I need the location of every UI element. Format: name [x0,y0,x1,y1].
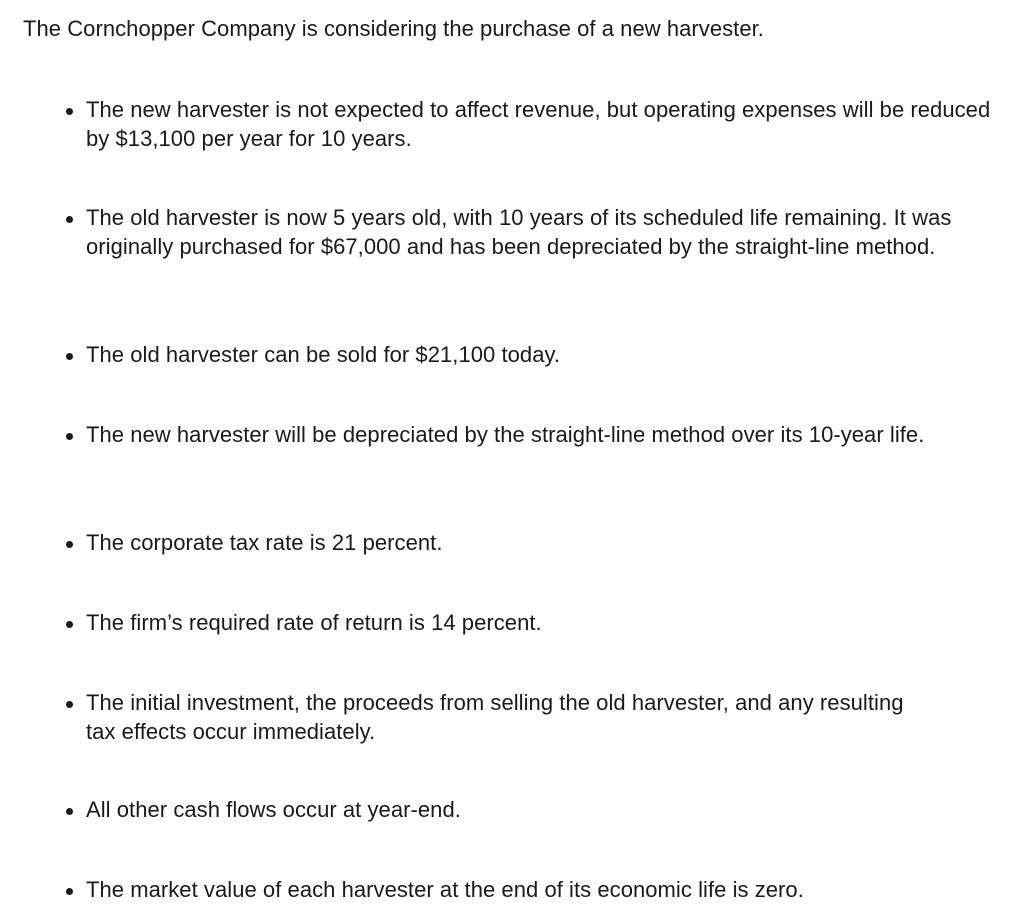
bullet-text: The corporate tax rate is 21 percent. [86,530,443,555]
bullet-text: All other cash flows occur at year-end. [86,797,461,822]
bullet-dot-icon [66,701,73,708]
bullet-dot-icon [66,621,73,628]
bullet-dot-icon [66,888,73,895]
bullet-text: The firm’s required rate of return is 14 percent. [86,610,542,635]
bullet-text: The new harvester is not expected to affect revenue, but operating expenses will be reduced by $13,100 per year for 10 years. [86,97,991,151]
bullet-text: The old harvester is now 5 years old, with 10 years of its scheduled life remaining. It was originally purchased for $67,000 and has been depreciated by the straight-line method. [86,205,952,259]
bullet-dot-icon [66,808,73,815]
bullet-dot-icon [66,353,73,360]
bullet-dot-icon [66,541,73,548]
bullet-text: The market value of each harvester at the end of its economic life is zero. [86,877,804,902]
bullet-dot-icon [66,216,73,223]
bullet-text: The old harvester can be sold for $21,100 today. [86,342,561,367]
intro-paragraph: The Cornchopper Company is considering the purchase of a new harvester. [23,16,764,41]
bullet-dot-icon [66,108,73,115]
bullet-text: The initial investment, the proceeds from selling the old harvester, and any resulting tax effects occur immediately. [86,690,904,744]
bullet-text: The new harvester will be depreciated by the straight-line method over its 10-year life. [86,422,925,447]
bullet-dot-icon [66,433,73,440]
